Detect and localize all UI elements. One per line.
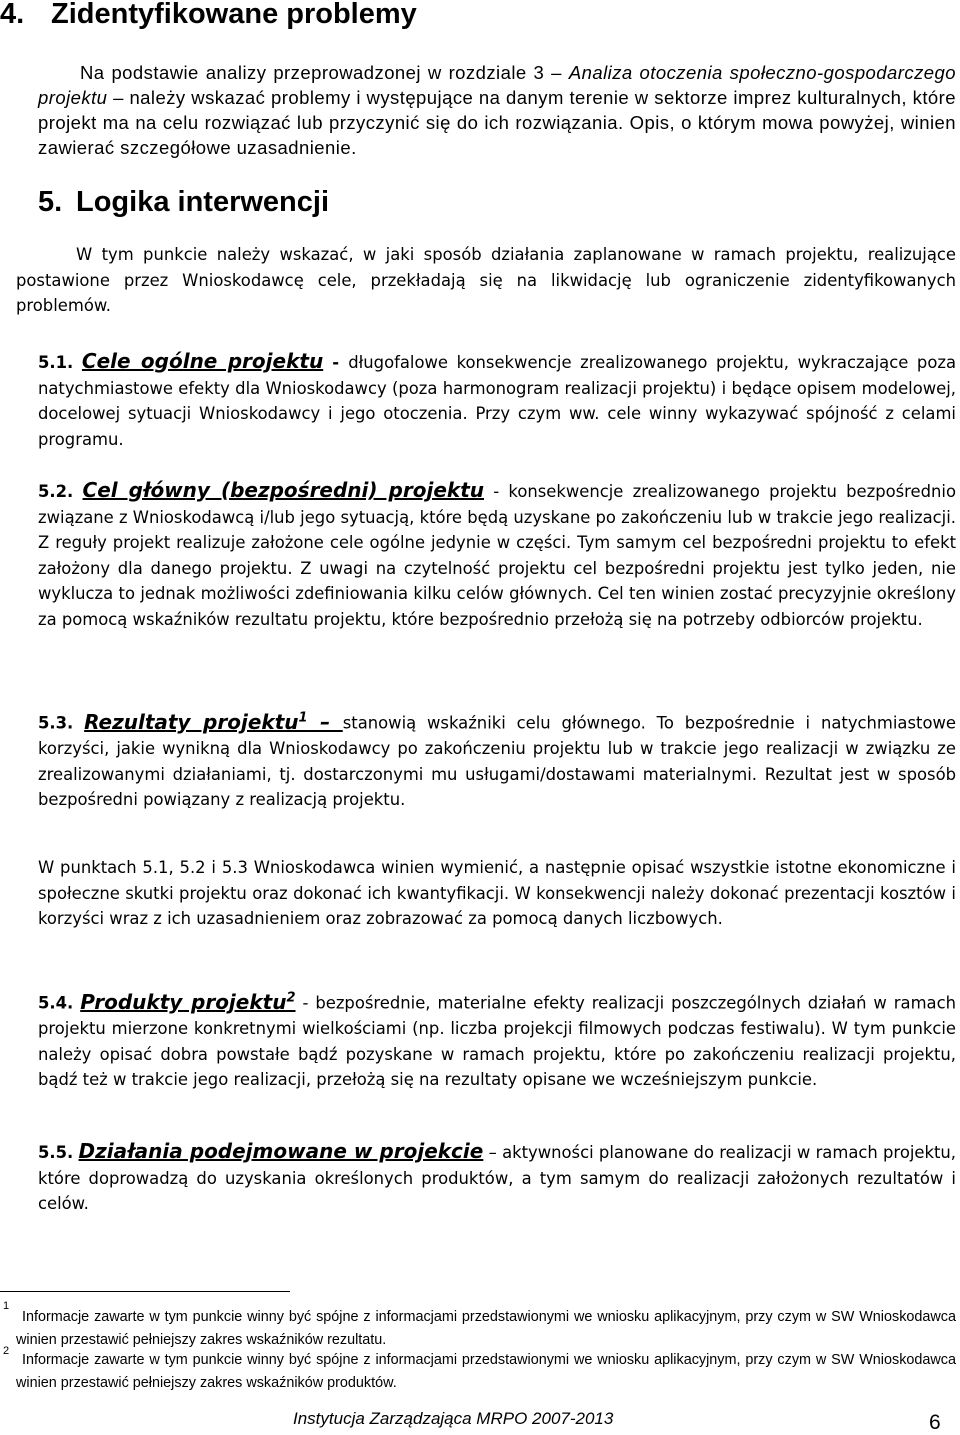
section-4-paragraph: Na podstawie analizy przeprowadzonej w rozdziale 3 – Analiza otoczenia społeczno-gospodarczego projektu – należy wskazać problemy i występujące na danym terenie w sektorze imprez kulturalnych, które projekt ma na celu rozwiązać lub przyczynić się do ich rozwiązania. Opis, o którym mowa powyżej, winien zawierać szczegółowe uzasadnienie.	[38, 62, 956, 158]
subsection-5-2: 5.2. Cel główny (bezpośredni) projektu - konsekwencje zrealizowanego projektu bezpośrednio związane z Wnioskodawcą i/lub jego sytuacją, które będą uzyskane po zakończeniu lub w trakcie jego realizacji. Z reguły projekt realizuje założone cele ogólne jedynie w części. Tym samym cel bezpośredni projektu to efekt założony dla danego projektu. Z uwagi na czytelność projektu cel bezpośredni projektu jest tylko jeden, nie wyklucza to jednak możliwości zdefiniowania kilku celów głównych. Cel ten winien zostać precyzyjnie określony za pomocą wskaźników rezultatu projektu, które bezpośrednio przełożą się na potrzeby odbiorców projektu.	[38, 478, 956, 629]
footnote-2: Informacje zawarte w tym punkcie winny być spójne z informacjami przedstawionymi we wniosku aplikacyjnym, przy czym w SW Wnioskodawca winien przestawić pełniejszy zakres wskaźników produktów.	[16, 1352, 956, 1391]
section-5-heading	[38, 186, 329, 219]
footnote-ref-2: 2	[286, 990, 296, 1005]
section-3-reference: Analiza otoczenia społeczno-gospodarczego projektu	[38, 62, 956, 108]
footer-institution: Instytucja Zarządzająca MRPO 2007-2013	[293, 1409, 614, 1428]
section-5-number: 5.	[38, 186, 63, 218]
footnote-1-mark: 1	[3, 1300, 10, 1312]
subsection-5-4-title: Produkty projektu$^2$	[80, 989, 296, 1014]
subsection-5-5-title: Działania podejmowane w projekcie	[78, 1139, 484, 1163]
subsection-5-4: 5.4. Produkty projektu$^2$ - bezpośrednie, materialne efekty realizacji poszczególnych działań w ramach projektu mierzone konkretnymi wielkościami (np. liczba projekcji filmowych podczas festiwalu). W tym punkcie należy opisać dobra powstałe bądź pozyskane w ramach projektu, które po zakończeniu realizacji projektu, bądź też w trakcie jego realizacji, przełożą się na rezultaty opisane we wcześniejszym punkcie.	[38, 989, 956, 1090]
footnote-ref-1: 1	[298, 710, 308, 725]
subsection-5-5: 5.5. Działania podejmowane w projekcie – aktywności planowane do realizacji w ramach projektu, które doprowadzą do uzyskania określonych produktów, a tym samym do realizacji założonych rezultatów i celów.	[38, 1139, 956, 1214]
section-4-heading	[0, 0, 417, 31]
subsection-5-3: 5.3. Rezultaty projektu$^1$ – stanowią wskaźniki celu głównego. To bezpośrednie i natychmiastowe korzyści, jakie wynikną dla Wnioskodawcy po zakończeniu projektu lub w trakcie jego realizacji w związku ze zrealizowanymi działaniami, tj. dostarczonymi mu usługami/dostawami materialnymi. Rezultat jest w sposób bezpośredni powiązany z realizacją projektu.	[38, 709, 956, 810]
section-5-intro: W tym punkcie należy wskazać, w jaki sposób działania zaplanowane w ramach projektu, realizujące postawione przez Wnioskodawcę cele, przekładają się na likwidację lub ograniczenie zidentyfikowanych problemów.	[16, 245, 956, 316]
subsection-5-1: 5.1. Cele ogólne projektu - długofalowe konsekwencje zrealizowanego projektu, wykraczające poza natychmiastowe efekty dla Wnioskodawcy (poza harmonogram realizacji projektu) i będące opisem modelowej, docelowej sytuacji Wnioskodawcy i jego otoczenia. Przy czym ww. cele winny wykazywać spójność z celami programu.	[38, 349, 957, 449]
subsection-5-4-number: 5.4.	[38, 993, 74, 1013]
subsection-5-1-title: Cele ogólne projektu	[81, 349, 324, 373]
subsection-5-1-number: 5.1.	[38, 353, 74, 372]
section-4-title: Zidentyfikowane problemy	[51, 0, 417, 30]
page-number: 6	[929, 1411, 941, 1434]
section-5-title: Logika interwencji	[76, 186, 329, 218]
footnote-2-mark: 2	[3, 1345, 10, 1357]
subsection-5-3-number: 5.3.	[38, 713, 74, 733]
subsection-5-2-title: Cel główny (bezpośredni) projektu	[82, 478, 484, 502]
subsection-5-3-note: W punktach 5.1, 5.2 i 5.3 Wnioskodawca winien wymienić, a następnie opisać wszystkie istotne ekonomiczne i społeczne skutki projektu oraz dokonać ich kwantyfikacji. W konsekwencji należy dokonać prezentacji kosztów i korzyści wraz z ich uzasadnieniem oraz zobrazować za pomocą danych liczbowych.	[38, 858, 956, 929]
subsection-5-2-number: 5.2.	[38, 482, 74, 501]
footnote-separator	[0, 1291, 290, 1292]
subsection-5-5-number: 5.5.	[38, 1143, 74, 1162]
section-4-number: 4.	[0, 0, 25, 30]
subsection-5-3-title: Rezultaty projektu$^1$ –	[84, 709, 343, 734]
footnote-1: Informacje zawarte w tym punkcie winny być spójne z informacjami przedstawionymi we wniosku aplikacyjnym, przy czym w SW Wnioskodawca winien przestawić pełniejszy zakres wskaźników rezultatu.	[16, 1309, 956, 1348]
